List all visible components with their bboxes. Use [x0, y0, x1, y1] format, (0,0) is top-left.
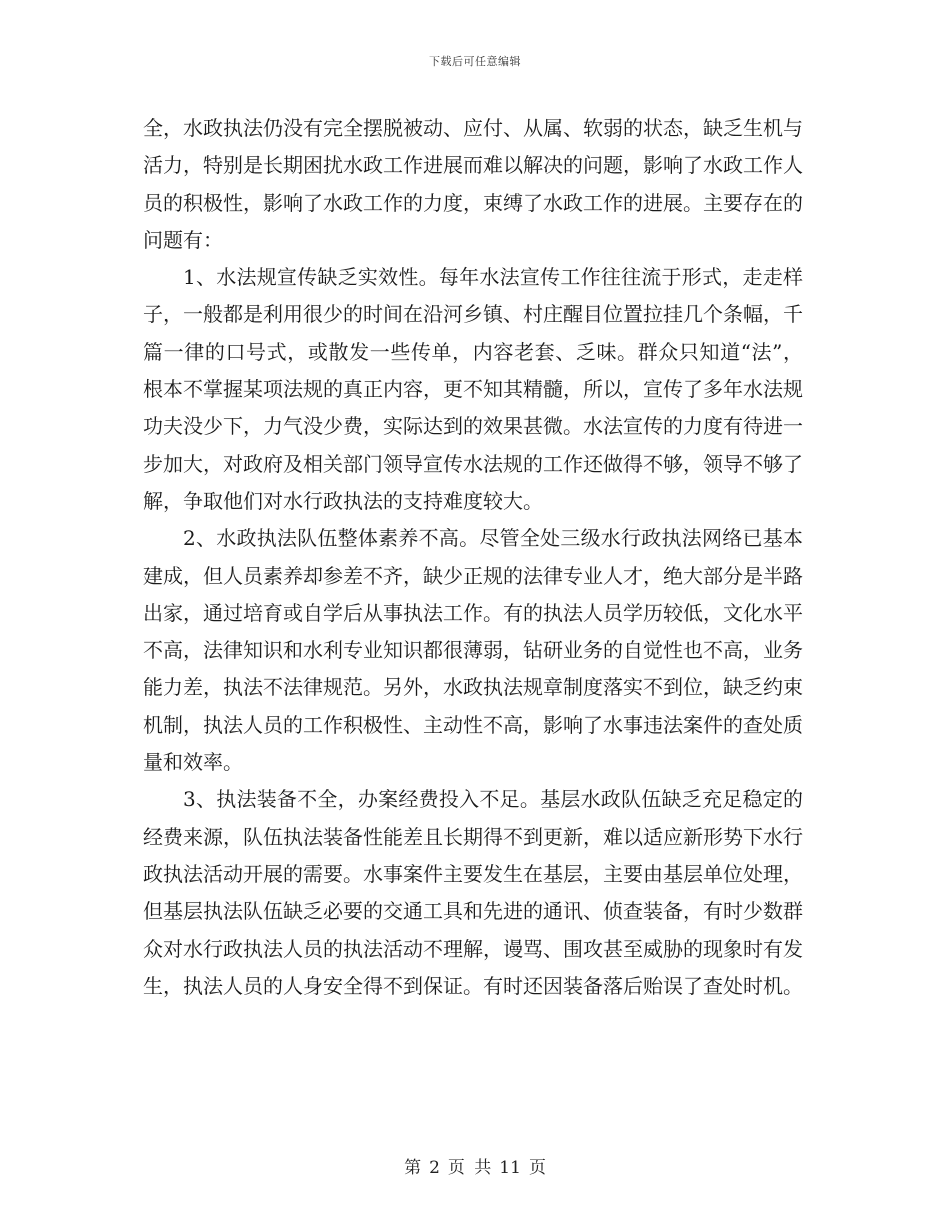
paragraph-item-2: 2、水政执法队伍整体素养不高。尽管全处三级水行政执法网络已基本建成，但人员素养却参差不齐，缺少正规的法律专业人才，绝大部分是半路出家，通过培育或自学后从事执法工作。有的执法人员学历较低，文化水平不高，法律知识和水利专业知识都很薄弱，钻研业务的自觉性也不高，业务能力差，执法不法律规范。另外，水政执法规章制度落实不到位，缺乏约束机制，执法人员的工作积极性、主动性不高，影响了水事违法案件的查处质量和效率。 [143, 526, 803, 775]
page-header: 下载后可任意编辑 [429, 55, 521, 68]
paragraph-item-1: 1、水法规宣传缺乏实效性。每年水法宣传工作往往流于形式，走走样子，一般都是利用很少的时间在沿河乡镇、村庄醒目位置拉挂几个条幅，千篇一律的口号式，或散发一些传单，内容老套、乏味。群众只知道“法”，根本不掌握某项法规的真正内容，更不知其精髓，所以，宣传了多年水法规功夫没少下，力气没少费，实际达到的效果甚微。水法宣传的力度有待进一步加大，对政府及相关部门领导宣传水法规的工作还做得不够，领导不够了解，争取他们对水行政执法的支持难度较大。 [143, 265, 803, 513]
footer-middle: 页 共 [447, 1158, 492, 1178]
paragraph-continuation: 全，水政执法仍没有完全摆脱被动、应付、从属、软弱的状态，缺乏生机与活力，特别是长期困扰水政工作进展而难以解决的问题，影响了水政工作人员的积极性，影响了水政工作的力度，束缚了水政工作的进展。主要存在的问题有： [143, 116, 803, 252]
document-body [143, 110, 803, 1005]
paragraph-item-3: 3、执法装备不全，办案经费投入不足。基层水政队伍缺乏充足稳定的经费来源，队伍执法装备性能差且长期得不到更新，难以适应新形势下水行政执法活动开展的需要。水事案件主要发生在基层，主要由基层单位处理，但基层执法队伍缺乏必要的交通工具和先进的通讯、侦查装备，有时少数群众对水行政执法人员的执法活动不理解，谩骂、围攻甚至威胁的现象时有发生，执法人员的人身安全得不到保证。有时还因装备落后贻误了查处时机。 [143, 787, 803, 998]
page-footer [0, 1153, 950, 1178]
footer-page-number: 2 [429, 1158, 440, 1178]
footer-prefix: 第 [404, 1158, 422, 1178]
footer-total-pages: 11 [499, 1158, 521, 1178]
footer-suffix: 页 [528, 1158, 546, 1178]
